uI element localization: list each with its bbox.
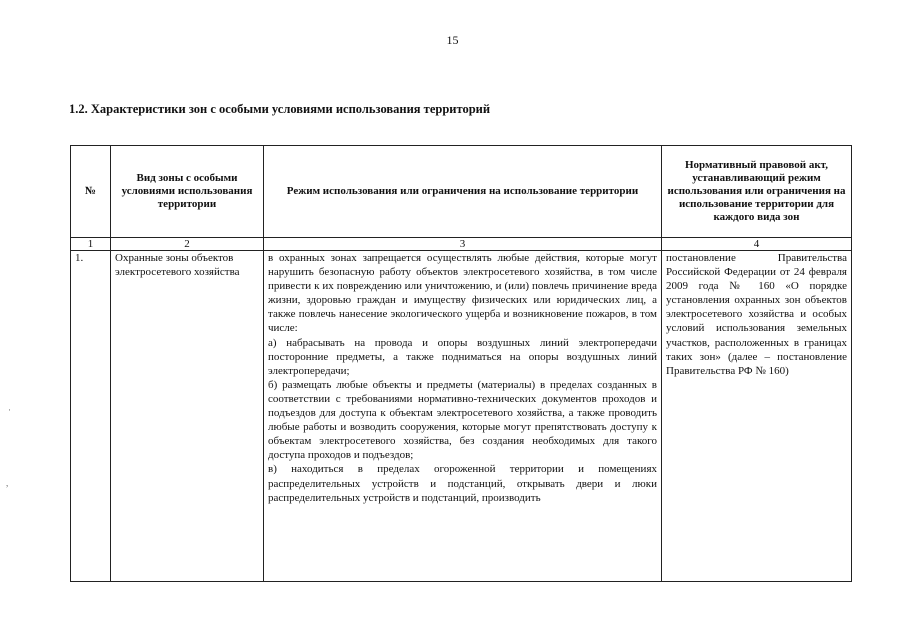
header-legal-act: Нормативный правовой акт, устанавливающий режим использования или ограничения на использование территории для каждого вида зон [662,146,852,238]
zone-type-cell: Охранные зоны объектов электросетевого хозяйства [111,251,264,582]
scan-mark-dot: · [8,405,11,415]
header-number: № [71,146,111,238]
header-zone-type: Вид зоны с особыми условиями использования территории [111,146,264,238]
row-number: 1. [71,251,111,582]
column-number: 1 [71,238,111,251]
header-regime: Режим использования или ограничения на использование территории [264,146,662,238]
regime-cell [264,251,662,582]
regime-item-c: в) находиться в пределах огороженной территории и помещениях распределительных устройств и подстанций, открывать двери и люки распределительных устройств и подстанций, производить [268,463,657,504]
column-number: 4 [662,238,852,251]
column-number: 3 [264,238,662,251]
regime-paragraph: в охранных зонах запрещается осуществлять любые действия, которые могут нарушить безопасную работу объектов электросетевого хозяйства, в том числе привести к их повреждению или уничтожению, и (или) повлечь причинение вреда жизни, здоровью граждан и имуществу физических или юридических лиц, а также повлечь нанесение экологического ущерба и возникновение пожаров, в том числе: [268,252,657,335]
header-row [71,146,852,238]
legal-act-cell: постановление Правительства Российской Федерации от 24 февраля 2009 года № 160 «О порядке установления охранных зон объектов электросетевого хозяйства и особых условий использования земельных участков, расположенных в границах таких зон» (далее – постановление Правительства РФ № 160) [662,251,852,582]
column-number: 2 [111,238,264,251]
table-row [71,251,852,582]
scan-mark-comma: , [6,478,9,488]
page-number: 15 [446,33,459,47]
section-title: 1.2. Характеристики зон с особыми условиями использования территорий [69,102,491,116]
regime-item-a: а) набрасывать на провода и опоры воздушных линий электропередачи посторонние предметы, а также подниматься на опоры воздушных линий электропередачи; [268,336,657,377]
column-number-row [71,238,852,251]
regime-item-b: б) размещать любые объекты и предметы (материалы) в пределах созданных в соответствии с требованиями нормативно-технических документов проходов и подъездов для доступа к объектам электросетевого хозяйства, а также проводить любые работы и возводить сооружения, которые могут препятствовать доступу к объектам электросетевого хозяйства, без создания необходимых для такого доступа проходов и подъездов; [268,378,657,462]
zones-table [70,145,852,582]
